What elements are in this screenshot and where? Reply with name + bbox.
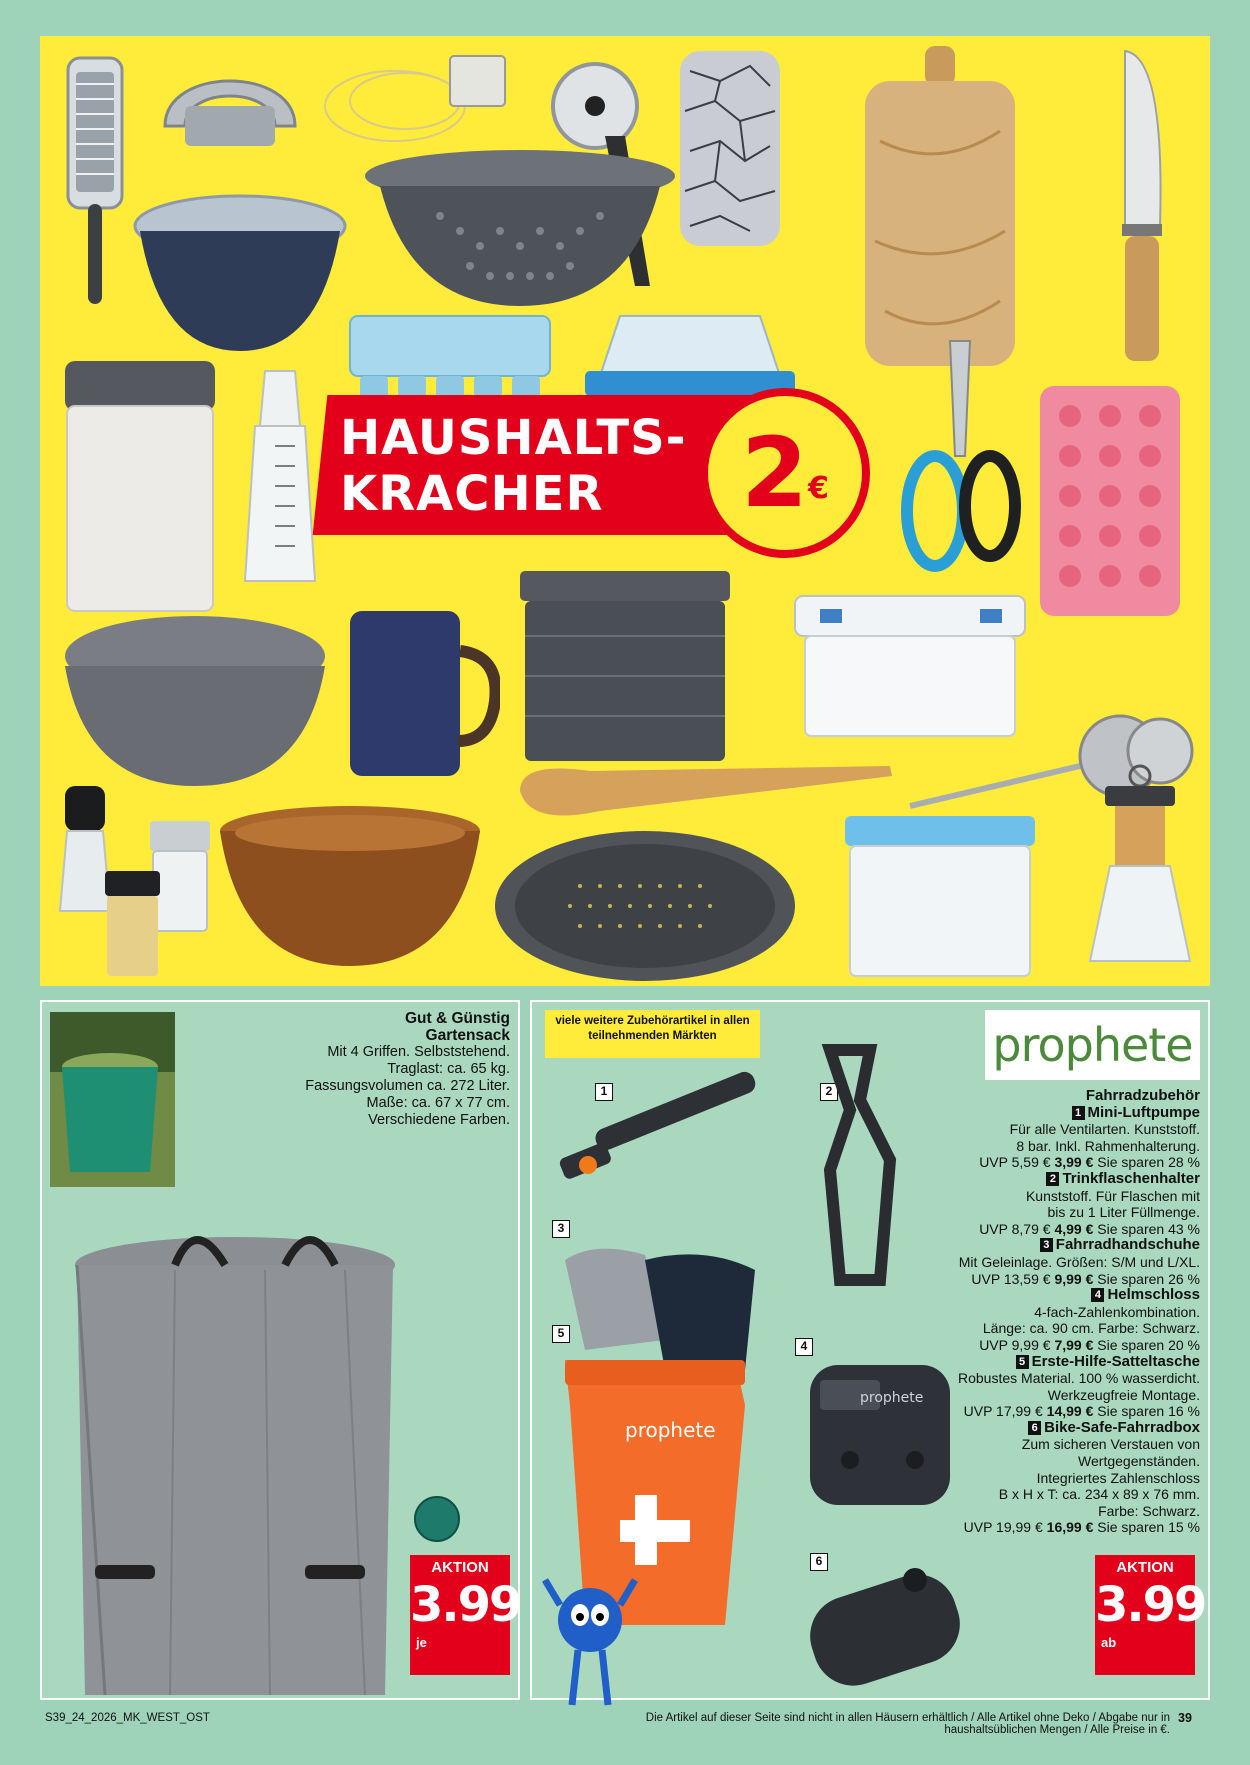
promo-price bbox=[700, 388, 870, 558]
garden-line: Mit 4 Griffen. Selbststehend. bbox=[327, 1044, 510, 1060]
food-container-image bbox=[55, 356, 225, 616]
solar-lamp-image bbox=[1085, 761, 1195, 971]
garden-line: Verschiedene Farben. bbox=[368, 1112, 510, 1128]
color-swatch-teal-icon bbox=[413, 1495, 461, 1543]
garden-line: Maße: ca. 67 x 77 cm. bbox=[366, 1095, 510, 1111]
grater-image bbox=[60, 54, 130, 314]
storage-boxes-image bbox=[510, 566, 740, 766]
spec-number-4: 4 bbox=[1091, 1288, 1104, 1302]
garlic-press-image bbox=[155, 46, 305, 156]
garden-product-name: Gartensack bbox=[425, 1027, 510, 1044]
footer-note: Die Artikel auf dieser Seite sind nicht in allen Häusern erhältlich / Alle Artikel ohne Deko / Abgabe nur in haushaltsüblichen Mengen / Alle Preise in €. bbox=[645, 1712, 1170, 1736]
helmet-lock-brand: prophete bbox=[860, 1390, 924, 1406]
mascot-image bbox=[540, 1565, 640, 1710]
product-desc: Für alle Ventilarten. Kunststoff. bbox=[1009, 1121, 1200, 1138]
offer-price: 3,99 € bbox=[1054, 1154, 1094, 1171]
garden-price: 3.99 bbox=[410, 1577, 521, 1633]
savings: Sie sparen 43 % bbox=[1097, 1220, 1200, 1237]
page-number: 39 bbox=[1178, 1711, 1192, 1725]
more-items-note: viele weitere Zubehörartikel in allen teilnehmenden Märkten bbox=[545, 1010, 760, 1058]
price-prefix: je bbox=[416, 1635, 427, 1650]
item-number-2: 2 bbox=[820, 1083, 838, 1101]
garden-bag-image bbox=[65, 1225, 405, 1705]
prophete-logo-text: prophete bbox=[992, 1018, 1193, 1072]
item-number-5: 5 bbox=[552, 1325, 570, 1343]
uvp-price: UVP 9,99 € bbox=[979, 1336, 1051, 1353]
silicone-mold-image bbox=[1035, 381, 1185, 621]
garden-line: Fassungsvolumen ca. 272 Liter. bbox=[305, 1078, 510, 1094]
uvp-price: UVP 19,99 € bbox=[963, 1519, 1043, 1536]
colander-image bbox=[360, 146, 680, 316]
product-desc: bis zu 1 Liter Füllmenge. bbox=[1047, 1204, 1200, 1221]
product-name-mini-pump: Mini-Luftpumpe bbox=[1087, 1103, 1200, 1121]
prophete-logo bbox=[985, 1010, 1200, 1080]
pizza-tray-image bbox=[490, 826, 800, 986]
spec-number-1: 1 bbox=[1072, 1106, 1085, 1120]
garden-line: Traglast: ca. 65 kg. bbox=[387, 1061, 510, 1077]
product-desc: B x H x T: ca. 234 x 89 x 76 mm. bbox=[998, 1486, 1200, 1503]
aktion-label: AKTION bbox=[1116, 1559, 1174, 1576]
spec-number-2: 2 bbox=[1046, 1172, 1059, 1186]
offer-price: 9,99 € bbox=[1054, 1270, 1094, 1287]
product-desc: Integriertes Zahlenschloss bbox=[1036, 1469, 1200, 1486]
offer-price: 16,99 € bbox=[1046, 1519, 1094, 1536]
product-desc: 4-fach-Zahlenkombination. bbox=[1034, 1303, 1200, 1320]
uvp-price: UVP 13,59 € bbox=[971, 1270, 1051, 1287]
item-number-1: 1 bbox=[595, 1083, 613, 1101]
mini-pump-image bbox=[550, 1040, 780, 1190]
knife-image bbox=[1110, 46, 1180, 366]
savings: Sie sparen 20 % bbox=[1097, 1336, 1200, 1353]
spec-number-6: 6 bbox=[1028, 1421, 1041, 1435]
bike-price-badge bbox=[1095, 1555, 1206, 1675]
garden-bag-photo bbox=[50, 1012, 175, 1187]
garden-bag-description bbox=[250, 1010, 510, 1129]
footer-code: S39_24_2026_MK_WEST_OST bbox=[45, 1712, 210, 1724]
promo-title bbox=[340, 410, 740, 522]
product-name-helmet-lock: Helmschloss bbox=[1107, 1286, 1200, 1304]
promo-price-value: 2 bbox=[741, 417, 808, 529]
item-number-4: 4 bbox=[795, 1338, 813, 1356]
uvp-price: UVP 8,79 € bbox=[979, 1220, 1051, 1237]
price-prefix: ab bbox=[1101, 1635, 1117, 1650]
wooden-bowl-image bbox=[210, 801, 490, 971]
product-desc: Zum sicheren Verstauen von bbox=[1021, 1436, 1200, 1453]
aktion-label: AKTION bbox=[431, 1559, 489, 1576]
cereal-dispenser-image bbox=[840, 811, 1040, 981]
uvp-price: UVP 5,59 € bbox=[979, 1154, 1051, 1171]
item-number-3: 3 bbox=[552, 1220, 570, 1238]
savings: Sie sparen 28 % bbox=[1097, 1154, 1200, 1171]
grey-bowl-image bbox=[55, 611, 335, 791]
bike-safe-box-image bbox=[800, 1555, 970, 1695]
offer-price: 14,99 € bbox=[1046, 1403, 1094, 1420]
garden-brand: Gut & Günstig bbox=[404, 1010, 510, 1027]
item-number-6: 6 bbox=[810, 1553, 828, 1571]
saddle-bag-brand: prophete bbox=[625, 1418, 716, 1442]
product-name-gloves: Fahrradhandschuhe bbox=[1055, 1236, 1200, 1254]
product-desc: Werkzeugfreie Montage. bbox=[1047, 1386, 1200, 1403]
scissors-image bbox=[895, 336, 1025, 586]
category-heading: Fahrradzubehör bbox=[1085, 1087, 1200, 1104]
savings: Sie sparen 15 % bbox=[1097, 1519, 1200, 1536]
uvp-price: UVP 17,99 € bbox=[963, 1403, 1043, 1420]
spec-number-3: 3 bbox=[1040, 1238, 1053, 1252]
product-name-bottle-holder: Trinkflaschenhalter bbox=[1062, 1169, 1200, 1187]
product-name-saddle-bag: Erste-Hilfe-Satteltasche bbox=[1031, 1352, 1200, 1370]
promo-title-line1: HAUSHALTS- bbox=[340, 410, 687, 466]
promo-price-currency: € bbox=[807, 470, 829, 506]
promo-title-line2: KRACHER bbox=[340, 466, 604, 522]
fairy-lights-image bbox=[315, 46, 515, 156]
offer-price: 7,99 € bbox=[1054, 1336, 1094, 1353]
savings: Sie sparen 26 % bbox=[1097, 1270, 1200, 1287]
offer-price: 4,99 € bbox=[1054, 1220, 1094, 1237]
product-desc: Mit Geleinlage. Größen: S/M und L/XL. bbox=[958, 1253, 1200, 1270]
product-desc: 8 bar. Inkl. Rahmenhalterung. bbox=[1016, 1137, 1200, 1154]
mug-image bbox=[340, 601, 500, 781]
cutting-board-image bbox=[850, 41, 1030, 371]
bike-accessories-specs bbox=[820, 1088, 1200, 1536]
product-name-bike-box: Bike-Safe-Fahrradbox bbox=[1044, 1418, 1200, 1436]
savings: Sie sparen 16 % bbox=[1097, 1403, 1200, 1420]
storage-bowl-image bbox=[130, 186, 350, 356]
bike-price: 3.99 bbox=[1095, 1577, 1206, 1633]
product-desc: Robustes Material. 100 % wasserdicht. bbox=[958, 1370, 1200, 1387]
mosaic-container-image bbox=[670, 41, 790, 251]
spec-number-5: 5 bbox=[1016, 1355, 1029, 1369]
product-desc: Länge: ca. 90 cm. Farbe: Schwarz. bbox=[982, 1320, 1200, 1337]
product-desc: Kunststoff. Für Flaschen mit bbox=[1025, 1187, 1200, 1204]
cocktail-shaker-image bbox=[235, 366, 325, 586]
product-desc: Farbe: Schwarz. bbox=[1098, 1502, 1200, 1519]
product-desc: Wertgegenständen. bbox=[1078, 1453, 1200, 1470]
garden-price-badge bbox=[410, 1555, 521, 1675]
